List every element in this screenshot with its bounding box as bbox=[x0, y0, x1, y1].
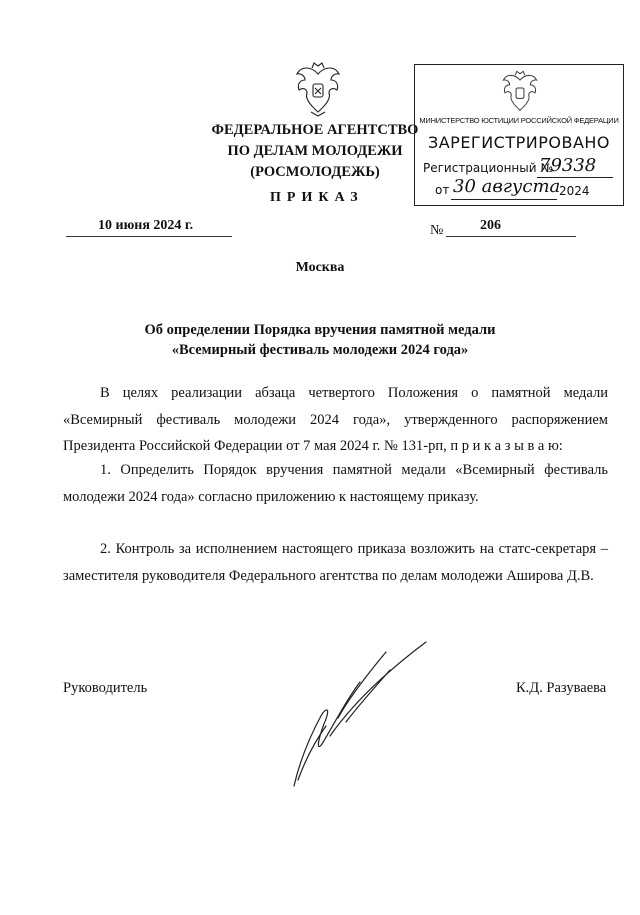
stamp-date-underline bbox=[451, 199, 557, 200]
stamp-reg-number: 79338 bbox=[539, 155, 597, 176]
clause-1-paragraph: 1. Определить Порядок вручения памятной медали «Всемирный фестиваль молодежи 2024 года» согласно приложению к настоящему приказу. bbox=[63, 462, 608, 505]
handwritten-signature bbox=[286, 640, 446, 790]
subject-line-2: «Всемирный фестиваль молодежи 2024 года» bbox=[171, 342, 469, 358]
clause-2-paragraph: 2. Контроль за исполнением настоящего приказа возложить на статс-секретаря – заместителя руководителя Федерального агентства по делам молодежи Аширова Д.В. bbox=[63, 541, 608, 584]
subject-line-1: Об определении Порядка вручения памятной медали bbox=[144, 322, 496, 338]
agency-line-2: ПО ДЕЛАМ МОЛОДЕЖИ bbox=[227, 143, 403, 159]
document-type: ПРИКАЗ bbox=[270, 190, 364, 205]
order-date: 10 июня 2024 г. bbox=[98, 218, 194, 233]
agency-line-3: (РОСМОЛОДЕЖЬ) bbox=[250, 164, 380, 180]
order-subject bbox=[60, 320, 580, 360]
number-underline bbox=[446, 236, 576, 237]
stamp-from-year: 2024 bbox=[559, 184, 590, 198]
stamp-registered: ЗАРЕГИСТРИРОВАНО bbox=[427, 133, 611, 152]
registration-stamp bbox=[414, 64, 624, 206]
agency-line-1: ФЕДЕРАЛЬНОЕ АГЕНТСТВО bbox=[211, 122, 419, 138]
order-number: 206 bbox=[480, 218, 501, 233]
city: Москва bbox=[295, 260, 345, 275]
stamp-coat-of-arms-icon bbox=[499, 69, 541, 115]
date-underline bbox=[66, 236, 232, 237]
coat-of-arms-icon bbox=[293, 60, 343, 118]
stamp-from-date: 30 августа bbox=[453, 176, 561, 197]
stamp-from-label: от bbox=[435, 183, 450, 197]
signer-title: Руководитель bbox=[63, 680, 148, 696]
preamble-paragraph: В целях реализации абзаца четвертого Положения о памятной медали «Всемирный фестиваль молодежи 2024 года», утвержденного распоряжением Президента Российской Федерации от 7 мая 2024 г. № 131-рп, п р и к а з ы в а ю: bbox=[63, 385, 608, 455]
stamp-ministry: МИНИСТЕРСТВО ЮСТИЦИИ РОССИЙСКОЙ ФЕДЕРАЦИИ bbox=[419, 116, 619, 125]
order-number-label: № bbox=[430, 223, 444, 238]
stamp-reg-number-label: Регистрационный № bbox=[423, 161, 553, 175]
agency-name bbox=[190, 120, 440, 183]
signer-name: К.Д. Разуваева bbox=[516, 680, 607, 696]
